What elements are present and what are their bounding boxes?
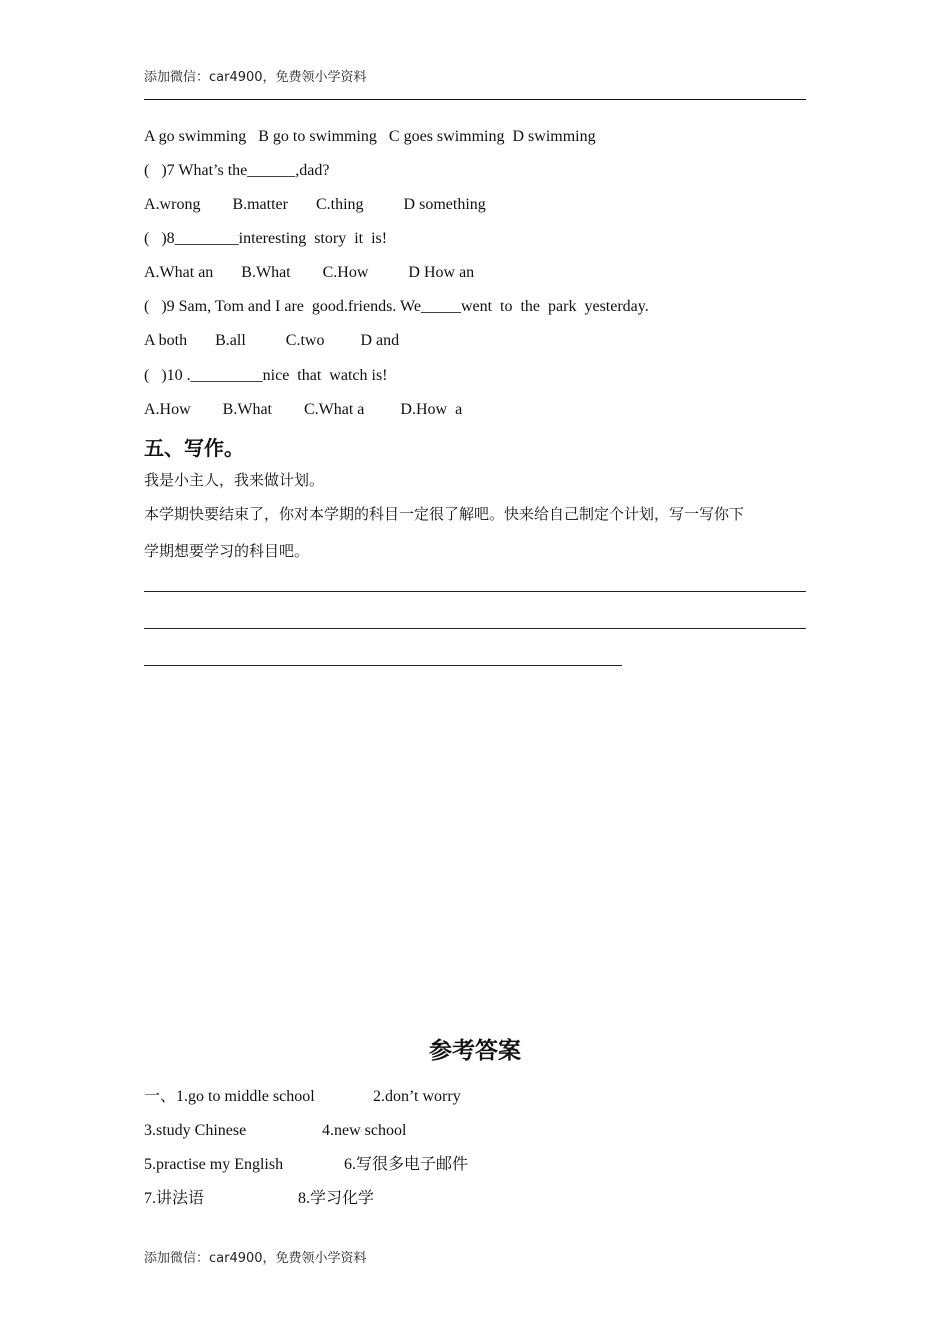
question-8-stem: ( )8________interesting story it is!	[144, 230, 388, 247]
answer-key-title: 参考答案	[429, 1038, 521, 1064]
answer-item: 2.don’t worry	[373, 1088, 461, 1105]
header-divider	[144, 99, 806, 100]
answer-item: 8.学习化学	[298, 1190, 375, 1207]
answer-item: 7.讲法语	[144, 1190, 205, 1207]
writing-answer-line[interactable]	[144, 628, 806, 629]
footer-note: 添加微信：car4900，免费领小学资料	[144, 1251, 367, 1266]
writing-answer-line[interactable]	[144, 591, 806, 592]
question-7-stem: ( )7 What’s the______,dad?	[144, 162, 330, 179]
question-10-stem: ( )10 ._________nice that watch is!	[144, 367, 388, 384]
question-9-options: A both B.all C.two D and	[144, 332, 400, 349]
answer-item: 一、1.go to middle school	[144, 1088, 315, 1105]
writing-prompt-line-2: 学期想要学习的科目吧。	[144, 542, 310, 560]
answer-item: 3.study Chinese	[144, 1122, 247, 1139]
question-10-options: A.How B.What C.What a D.How a	[144, 401, 463, 418]
question-9-stem: ( )9 Sam, Tom and I are good.friends. We_____went to the park yesterday.	[144, 298, 649, 315]
question-6-options: A go swimming B go to swimming C goes swimming D swimming	[144, 128, 596, 145]
answer-item: 5.practise my English	[144, 1156, 284, 1173]
question-8-options: A.What an B.What C.How D How an	[144, 264, 475, 281]
answer-item: 6.写很多电子邮件	[344, 1156, 469, 1173]
answer-item: 4.new school	[322, 1122, 407, 1139]
writing-intro: 我是小主人，我来做计划。	[144, 471, 325, 489]
writing-prompt-line-1: 本学期快要结束了，你对本学期的科目一定很了解吧。快来给自己制定个计划，写一写你下	[144, 505, 745, 523]
writing-answer-line[interactable]	[144, 665, 622, 666]
writing-section-title: 五、写作。	[144, 436, 244, 460]
question-7-options: A.wrong B.matter C.thing D something	[144, 196, 486, 213]
header-note: 添加微信：car4900，免费领小学资料	[144, 70, 367, 85]
